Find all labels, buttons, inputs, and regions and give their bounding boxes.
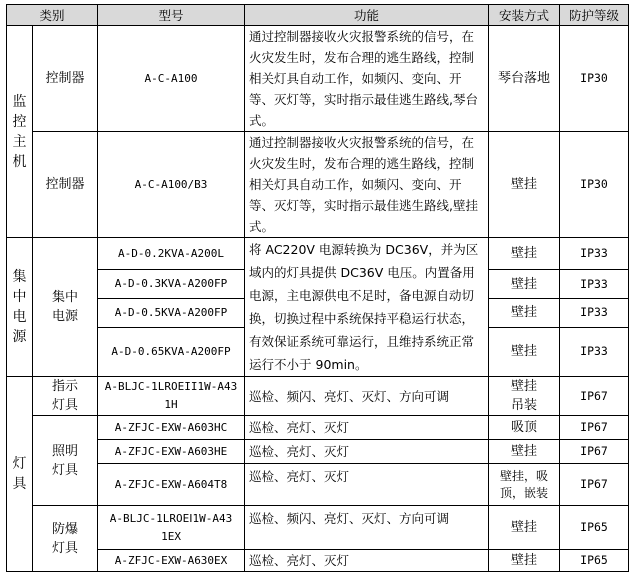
protection-cell: IP65 bbox=[560, 550, 629, 572]
table-row bbox=[7, 26, 629, 132]
function-cell: 巡检、频闪、亮灯、灭灯、方向可调 bbox=[245, 506, 489, 550]
protection-cell: IP67 bbox=[560, 440, 629, 464]
model-cell: A-ZFJC-EXW-A603HE bbox=[98, 440, 245, 464]
category-monitor: 监控主机 bbox=[7, 26, 33, 238]
install-cell: 壁挂 bbox=[489, 550, 560, 572]
protection-cell: IP67 bbox=[560, 416, 629, 440]
function-cell: 巡检、亮灯、灭灯 bbox=[245, 440, 489, 464]
subcategory-controller: 控制器 bbox=[33, 26, 98, 132]
subcategory-explosion: 防爆灯具 bbox=[33, 506, 98, 572]
table-row bbox=[7, 377, 629, 416]
model-cell: A-BLJC-1LROEII1W-A431H bbox=[98, 377, 245, 416]
protection-cell: IP33 bbox=[560, 238, 629, 270]
function-cell: 将 AC220V 电源转换为 DC36V，并为区域内的灯具提供 DC36V 电压。内置备用电源，主电源供电不足时，备电源自动切换，切换过程中系统保持平稳运行状态，有效保证系统可靠运行，且维持系统正常运行不小于 90min。 bbox=[245, 238, 489, 377]
protection-cell: IP33 bbox=[560, 270, 629, 299]
install-cell: 壁挂 bbox=[489, 238, 560, 270]
install-cell: 壁挂 bbox=[489, 270, 560, 299]
protection-cell: IP33 bbox=[560, 327, 629, 376]
product-table bbox=[6, 4, 629, 572]
table-row bbox=[7, 440, 629, 464]
protection-cell: IP30 bbox=[560, 26, 629, 132]
subcategory-indicator: 指示灯具 bbox=[33, 377, 98, 416]
subcategory-power: 集中电源 bbox=[33, 238, 98, 377]
protection-cell: IP67 bbox=[560, 377, 629, 416]
model-cell: A-ZFJC-EXW-A604T8 bbox=[98, 464, 245, 506]
table-row bbox=[7, 416, 629, 440]
category-power: 集中电源 bbox=[7, 238, 33, 377]
model-cell: A-C-A100/B3 bbox=[98, 132, 245, 238]
function-cell: 通过控制器接收火灾报警系统的信号，在火灾发生时，发布合理的逃生路线，控制相关灯具自动工作，如频闪、变向、开等、灭灯等，实时指示最佳逃生路线,琴台式。 bbox=[245, 26, 489, 132]
table-row bbox=[7, 238, 629, 270]
install-cell: 壁挂 bbox=[489, 440, 560, 464]
header-install: 安装方式 bbox=[489, 5, 560, 26]
install-cell: 壁挂 bbox=[489, 506, 560, 550]
protection-cell: IP33 bbox=[560, 298, 629, 327]
protection-cell: IP65 bbox=[560, 506, 629, 550]
header-function: 功能 bbox=[245, 5, 489, 26]
install-cell: 壁挂 bbox=[489, 132, 560, 238]
table-row bbox=[7, 132, 629, 238]
table-row bbox=[7, 550, 629, 572]
install-cell: 壁挂 bbox=[489, 327, 560, 376]
model-cell: A-D-0.2KVA-A200L bbox=[98, 238, 245, 270]
install-cell: 壁挂，吸顶，嵌装 bbox=[489, 464, 560, 506]
header-model: 型号 bbox=[98, 5, 245, 26]
model-cell: A-D-0.3KVA-A200FP bbox=[98, 270, 245, 299]
product-table-wrapper bbox=[6, 4, 629, 572]
header-category: 类别 bbox=[7, 5, 98, 26]
function-cell: 巡检、亮灯、灭灯 bbox=[245, 416, 489, 440]
install-cell: 壁挂吊装 bbox=[489, 377, 560, 416]
model-cell: A-C-A100 bbox=[98, 26, 245, 132]
install-cell: 壁挂 bbox=[489, 298, 560, 327]
function-cell: 通过控制器接收火灾报警系统的信号，在火灾发生时，发布合理的逃生路线，控制相关灯具自动工作，如频闪、变向、开等、灭灯等，实时指示最佳逃生路线,壁挂式。 bbox=[245, 132, 489, 238]
model-cell: A-ZFJC-EXW-A603HC bbox=[98, 416, 245, 440]
model-cell: A-ZFJC-EXW-A630EX bbox=[98, 550, 245, 572]
function-cell: 巡检、亮灯、灭灯 bbox=[245, 550, 489, 572]
header-protection: 防护等级 bbox=[560, 5, 629, 26]
subcategory-lighting: 照明灯具 bbox=[33, 416, 98, 506]
table-row bbox=[7, 464, 629, 506]
model-cell: A-BLJC-1LROEⅠ1W-A431EX bbox=[98, 506, 245, 550]
protection-cell: IP67 bbox=[560, 464, 629, 506]
install-cell: 琴台落地 bbox=[489, 26, 560, 132]
function-cell: 巡检、亮灯、灭灯 bbox=[245, 464, 489, 506]
install-cell: 吸顶 bbox=[489, 416, 560, 440]
table-row bbox=[7, 506, 629, 550]
subcategory-controller: 控制器 bbox=[33, 132, 98, 238]
protection-cell: IP30 bbox=[560, 132, 629, 238]
model-cell: A-D-0.5KVA-A200FP bbox=[98, 298, 245, 327]
model-cell: A-D-0.65KVA-A200FP bbox=[98, 327, 245, 376]
category-lamps: 灯具 bbox=[7, 377, 33, 572]
header-row bbox=[7, 5, 629, 26]
function-cell: 巡检、频闪、亮灯、灭灯、方向可调 bbox=[245, 377, 489, 416]
